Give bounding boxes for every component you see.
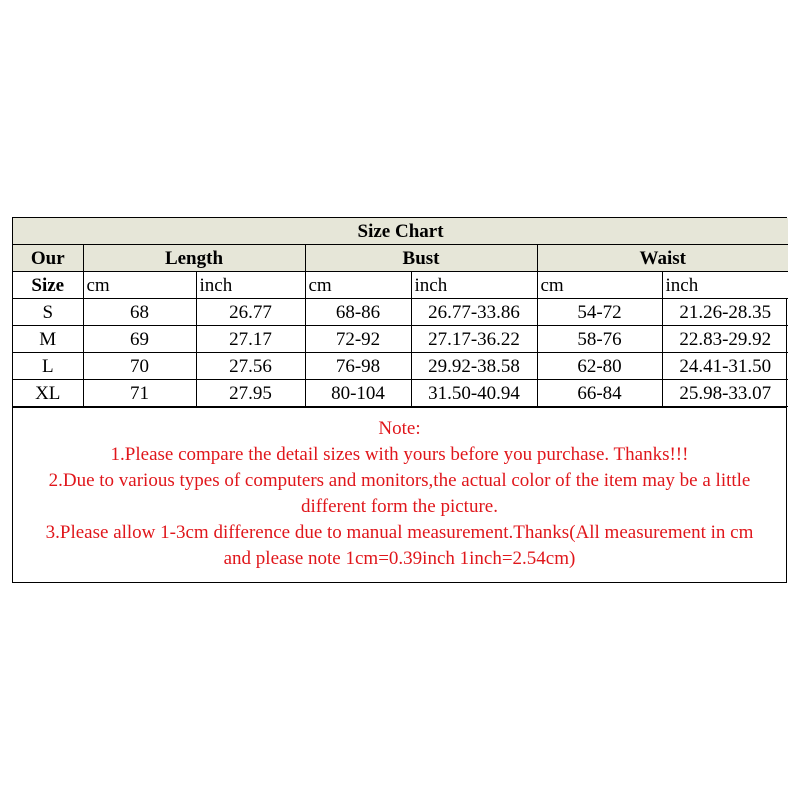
bust-cm-cell: 80-104 bbox=[305, 380, 411, 407]
bust-cm-cell: 68-86 bbox=[305, 299, 411, 326]
table-row bbox=[13, 299, 788, 326]
waist-cm-unit: cm bbox=[537, 272, 662, 299]
waist-inch-cell: 24.41-31.50 bbox=[662, 353, 788, 380]
note-line-2b: different form the picture. bbox=[301, 496, 498, 517]
size-cell: L bbox=[13, 353, 83, 380]
waist-inch-cell: 21.26-28.35 bbox=[662, 299, 788, 326]
bust-cm-cell: 72-92 bbox=[305, 326, 411, 353]
note-line-1: 1.Please compare the detail sizes with yours before you purchase. Thanks!!! bbox=[110, 444, 689, 465]
size-label: Size bbox=[13, 272, 83, 299]
unit-row bbox=[13, 272, 788, 299]
size-table bbox=[13, 218, 788, 407]
bust-inch-cell: 27.17-36.22 bbox=[411, 326, 537, 353]
waist-inch-cell: 22.83-29.92 bbox=[662, 326, 788, 353]
waist-cm-cell: 54-72 bbox=[537, 299, 662, 326]
bust-inch-cell: 31.50-40.94 bbox=[411, 380, 537, 407]
length-inch-cell: 26.77 bbox=[196, 299, 305, 326]
waist-cm-cell: 58-76 bbox=[537, 326, 662, 353]
chart-title: Size Chart bbox=[13, 218, 788, 245]
length-cm-cell: 68 bbox=[83, 299, 196, 326]
length-inch-cell: 27.17 bbox=[196, 326, 305, 353]
our-label: Our bbox=[13, 245, 83, 272]
waist-cm-cell: 66-84 bbox=[537, 380, 662, 407]
size-cell: XL bbox=[13, 380, 83, 407]
length-cm-cell: 69 bbox=[83, 326, 196, 353]
waist-inch-cell: 25.98-33.07 bbox=[662, 380, 788, 407]
table-row bbox=[13, 353, 788, 380]
length-header: Length bbox=[83, 245, 305, 272]
note-heading: Note: bbox=[378, 418, 421, 439]
length-inch-cell: 27.56 bbox=[196, 353, 305, 380]
waist-inch-unit: inch bbox=[662, 272, 788, 299]
notes-block bbox=[13, 407, 786, 582]
size-cell: M bbox=[13, 326, 83, 353]
size-chart bbox=[12, 217, 787, 583]
header-row bbox=[13, 245, 788, 272]
bust-inch-cell: 26.77-33.86 bbox=[411, 299, 537, 326]
title-row bbox=[13, 218, 788, 245]
length-inch-unit: inch bbox=[196, 272, 305, 299]
bust-cm-unit: cm bbox=[305, 272, 411, 299]
waist-header: Waist bbox=[537, 245, 788, 272]
length-inch-cell: 27.95 bbox=[196, 380, 305, 407]
note-line-2a: 2.Due to various types of computers and monitors,the actual color of the item may be a little bbox=[48, 470, 751, 491]
note-line-3b: and please note 1cm=0.39inch 1inch=2.54cm) bbox=[223, 548, 576, 569]
length-cm-unit: cm bbox=[83, 272, 196, 299]
note-line-3a: 3.Please allow 1-3cm difference due to manual measurement.Thanks(All measurement in cm bbox=[45, 522, 754, 543]
table-row bbox=[13, 326, 788, 353]
size-cell: S bbox=[13, 299, 83, 326]
bust-cm-cell: 76-98 bbox=[305, 353, 411, 380]
waist-cm-cell: 62-80 bbox=[537, 353, 662, 380]
length-cm-cell: 71 bbox=[83, 380, 196, 407]
bust-inch-unit: inch bbox=[411, 272, 537, 299]
table-row bbox=[13, 380, 788, 407]
length-cm-cell: 70 bbox=[83, 353, 196, 380]
bust-header: Bust bbox=[305, 245, 537, 272]
bust-inch-cell: 29.92-38.58 bbox=[411, 353, 537, 380]
